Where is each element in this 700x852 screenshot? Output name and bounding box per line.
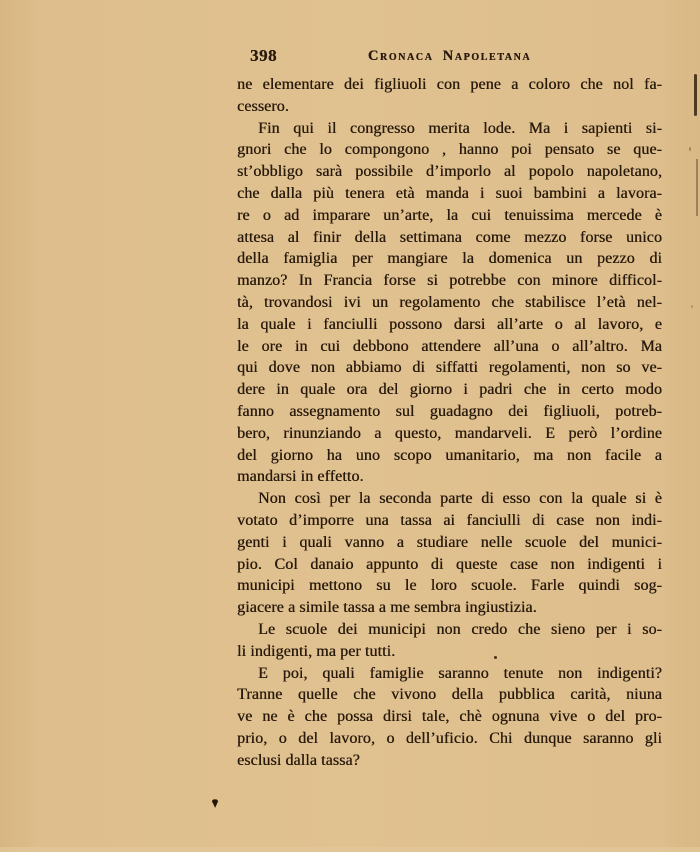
text-line: E poi, quali famiglie saranno tenute non indigenti? [258, 664, 662, 682]
text-line: manzo? In Francia forse si potrebbe con minore difficol- [237, 272, 662, 290]
text-line: dere in quale ora del giorno i padri che in certo modo [237, 381, 662, 399]
text-line: della famiglia per mangiare la domenica un pezzo di [237, 250, 662, 268]
text-line: ne elementare dei figliuoli con pene a coloro che nol fa- [237, 76, 662, 93]
text-line: Non così per la seconda parte di esso con la quale si è [258, 490, 662, 508]
text-line: li indigenti, ma per tutti. [237, 642, 396, 660]
text-line: st’obbligo sarà possibile d’imporlo al popolo napoletano, [237, 163, 662, 181]
scan-edge-highlight [0, 847, 700, 852]
text-line: votato d’imporre una tassa ai fanciulli di case non indi- [237, 511, 662, 529]
text-line: gnori che lo compongono , hanno poi pensato se que- [237, 141, 662, 159]
text-line: Le scuole dei municipi non credo che sieno per i so- [258, 620, 662, 638]
text-line: Tranne quelle che vivono della pubblica carità, niuna [237, 686, 662, 704]
text-line: cessero. [237, 97, 289, 115]
scan-artifact-edge-bar [694, 74, 697, 116]
text-line: la quale i fanciulli possono darsi all’arte o al lavoro, e [237, 315, 662, 333]
scan-artifact-speck [689, 147, 691, 151]
text-line: fanno assegnamento sul guadagno dei figliuoli, potreb- [237, 402, 662, 420]
scan-artifact-edge-line [696, 159, 698, 216]
text-line: prio, o del lavoro, o dell’uficio. Chi dunque saranno gli [237, 729, 662, 747]
text-line: pio. Col danaio appunto di queste case non indigenti i [237, 555, 662, 573]
text-line: tà, trovandosi ivi un regolamento che stabilisce l’età nel- [237, 293, 662, 311]
running-title: Cronaca Napoletana [367, 48, 532, 64]
text-line: Fin qui il congresso merita lode. Ma i sapienti si- [258, 119, 662, 137]
text-line: attesa al finir della settimana come mezzo forse unico [237, 228, 662, 246]
text-line: mandarsi in effetto. [237, 468, 364, 486]
text-line: re o ad imparare un’arte, la cui tenuissima mercede è [237, 206, 662, 224]
text-line: esclusi dalla tassa? [237, 751, 360, 769]
text-block [237, 74, 662, 772]
text-line: qui dove non abbiamo di siffatti regolamenti, non so ve- [237, 359, 662, 377]
page-number: 398 [250, 46, 277, 65]
text-line: del giorno ha uno scopo umanitario, ma non facile a [237, 446, 662, 464]
scan-artifact-speck [691, 305, 693, 308]
text-line: ve ne è che possa dirsi tale, chè ognuna vive o del pro- [237, 708, 662, 726]
text-line: giacere a simile tassa a me sembra ingiustizia. [237, 599, 537, 617]
text-line: municipi mettono su le loro scuole. Farle quindi sog- [237, 577, 662, 595]
text-line: che dalla più tenera età manda i suoi bambini a lavora- [237, 184, 662, 202]
text-line: le ore in cui debbono attendere all’una o all’altro. Ma [237, 337, 662, 355]
text-line: genti i quali vanno a studiare nelle scuole del munici- [237, 533, 662, 551]
text-line: bero, rinunziando a questo, mandarveli. E però l’ordine [237, 424, 662, 442]
page-header [237, 46, 662, 66]
ink-blot-mark [211, 799, 219, 808]
scan-artifact-speck [494, 656, 497, 659]
